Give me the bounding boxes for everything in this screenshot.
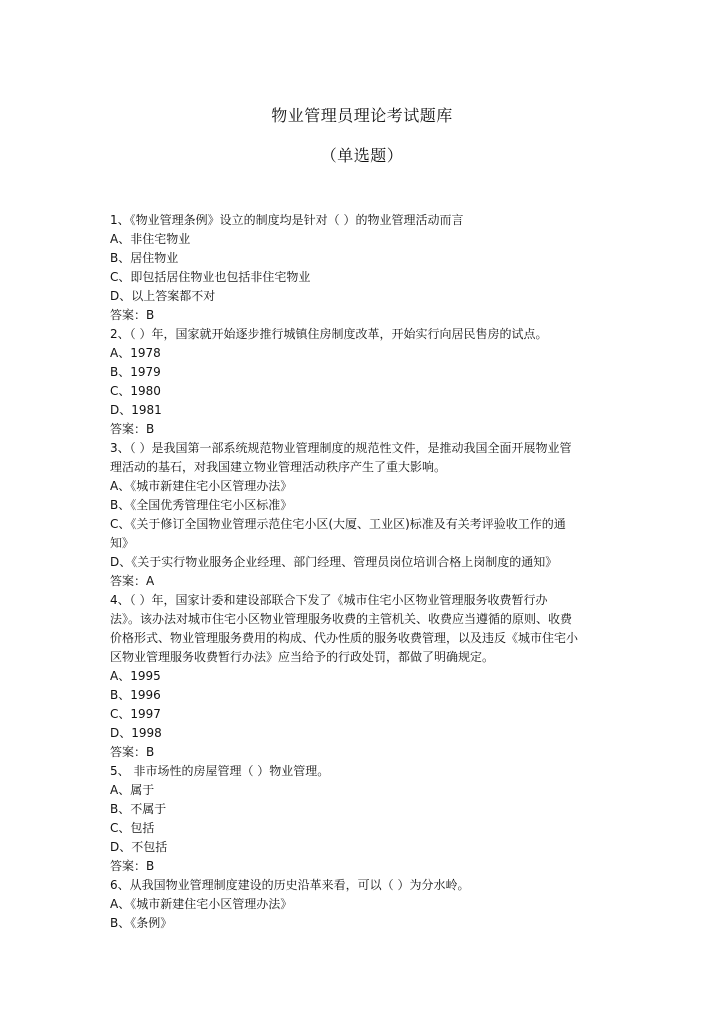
- question-2-answer: 答案：B: [110, 422, 155, 436]
- question-3-stem-line-1: 3、（ ）是我国第一部系统规范物业管理制度的规范性文件，是推动我国全面开展物业管: [110, 441, 572, 455]
- document-subtitle: （单选题）: [320, 146, 404, 165]
- question-4-stem-line-2: 法》。该办法对城市住宅小区物业管理服务收费的主管机关、收费应当遵循的原则、收费: [110, 612, 573, 626]
- question-2-option-a: A、1978: [110, 346, 161, 360]
- question-6-option-b: B、《条例》: [110, 916, 173, 930]
- question-4-option-b: B、1996: [110, 688, 161, 702]
- question-5-option-a: A、属于: [110, 783, 155, 797]
- question-4-stem-line-4: 区物业管理服务收费暂行办法》应当给予的行政处罚，都做了明确规定。: [110, 650, 495, 664]
- question-3-option-a: A、《城市新建住宅小区管理办法》: [110, 479, 293, 493]
- question-5-option-d: D、不包括: [110, 840, 168, 854]
- question-3-option-d: D、《关于实行物业服务企业经理、部门经理、管理员岗位培训合格上岗制度的通知》: [110, 555, 558, 569]
- question-5-answer: 答案：B: [110, 859, 155, 873]
- question-1-option-c: C、即包括居住物业也包括非住宅物业: [110, 270, 311, 284]
- question-3-answer: 答案：A: [110, 574, 155, 588]
- question-4-option-c: C、1997: [110, 707, 161, 721]
- question-1-stem: 1、《物业管理条例》设立的制度均是针对（ ）的物业管理活动而言: [110, 213, 464, 227]
- question-4-answer: 答案：B: [110, 745, 155, 759]
- question-5-stem: 5、 非市场性的房屋管理（ ）物业管理。: [110, 764, 330, 778]
- question-4-option-a: A、1995: [110, 669, 161, 683]
- question-4-stem-line-1: 4、（ ）年，国家计委和建设部联合下发了《城市住宅小区物业管理服务收费暂行办: [110, 593, 548, 607]
- question-3-option-c-line-2: 知》: [110, 536, 135, 550]
- question-1-option-a: A、非住宅物业: [110, 232, 191, 246]
- question-1-option-b: B、居住物业: [110, 251, 179, 265]
- question-6-stem: 6、从我国物业管理制度建设的历史沿革来看，可以（ ）为分水岭。: [110, 878, 470, 892]
- question-2-stem: 2、（ ）年，国家就开始逐步推行城镇住房制度改革，开始实行向居民售房的试点。: [110, 327, 548, 341]
- document-title: 物业管理员理论考试题库: [271, 106, 453, 125]
- question-3-stem-line-2: 理活动的基石，对我国建立物业管理活动秩序产生了重大影响。: [110, 460, 447, 474]
- question-1-answer: 答案：B: [110, 308, 155, 322]
- question-2-option-d: D、1981: [110, 403, 162, 417]
- question-2-option-c: C、1980: [110, 384, 161, 398]
- question-4-stem-line-3: 价格形式、物业管理服务费用的构成、代办性质的服务收费管理，以及违反《城市住宅小: [110, 631, 579, 645]
- question-list: [110, 211, 610, 933]
- question-1-option-d: D、以上答案都不对: [110, 289, 216, 303]
- question-4-option-d: D、1998: [110, 726, 162, 740]
- question-5-option-c: C、包括: [110, 821, 155, 835]
- question-3-option-b: B、《全国优秀管理住宅小区标准》: [110, 498, 293, 512]
- question-3-option-c-line-1: C、《关于修订全国物业管理示范住宅小区(大厦、工业区)标准及有关考评验收工作的通: [110, 517, 566, 531]
- question-6-option-a: A、《城市新建住宅小区管理办法》: [110, 897, 293, 911]
- question-5-option-b: B、不属于: [110, 802, 167, 816]
- question-2-option-b: B、1979: [110, 365, 161, 379]
